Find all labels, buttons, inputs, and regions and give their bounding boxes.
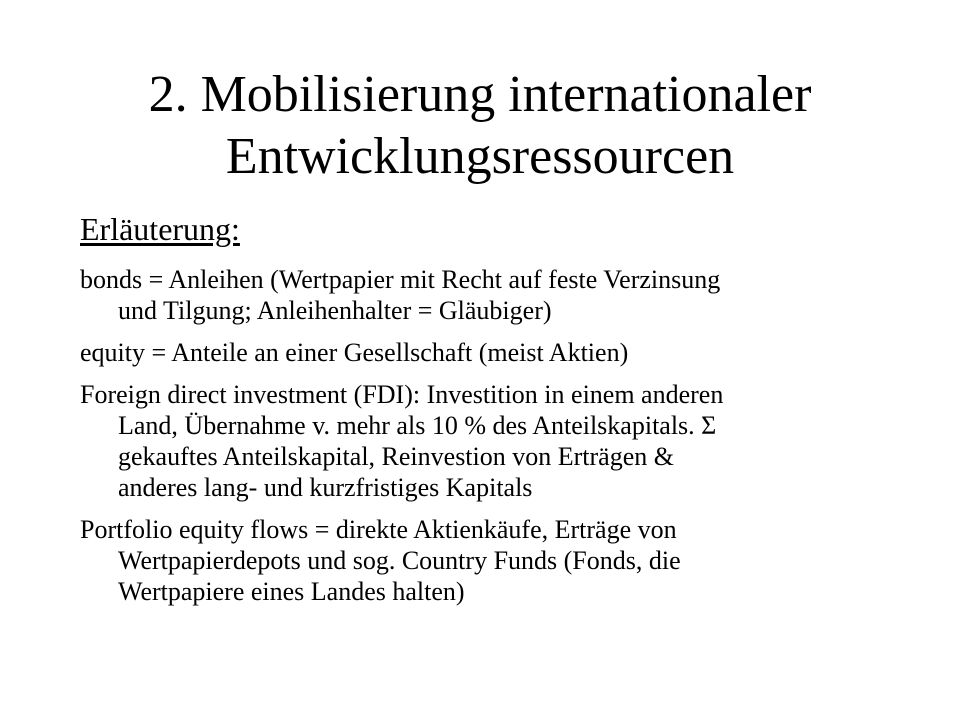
slide-content: [80, 210, 910, 618]
section-heading: Erläuterung:: [80, 211, 240, 247]
definition-item-bonds: [80, 264, 910, 326]
slide-title-line: Entwicklungsressourcen: [225, 128, 735, 185]
definition-line: gekauftes Anteilskapital, Reinvestion von Erträgen &: [118, 442, 674, 471]
definition-item-equity: [80, 337, 910, 368]
slide-title-line: 2. Mobilisierung internationaler: [148, 66, 812, 123]
definition-item-portfolio-equity: [80, 514, 910, 607]
definition-line: bonds = Anleihen (Wertpapier mit Recht auf feste Verzinsung: [80, 265, 721, 294]
definition-item-fdi: [80, 379, 910, 503]
definition-line: Portfolio equity flows = direkte Aktienkäufe, Erträge von: [80, 515, 677, 544]
definition-line: Foreign direct investment (FDI): Investition in einem anderen: [80, 380, 724, 409]
definition-line: und Tilgung; Anleihenhalter = Gläubiger): [118, 296, 552, 325]
definition-line: anderes lang- und kurzfristiges Kapitals: [118, 473, 533, 502]
slide-title: [40, 64, 920, 188]
definition-line: Wertpapierdepots und sog. Country Funds (Fonds, die: [118, 546, 681, 575]
definition-line: Land, Übernahme v. mehr als 10 % des Anteilskapitals. Σ: [118, 411, 717, 440]
definition-line: equity = Anteile an einer Gesellschaft (meist Aktien): [80, 338, 629, 367]
definition-line: Wertpapiere eines Landes halten): [118, 577, 465, 606]
